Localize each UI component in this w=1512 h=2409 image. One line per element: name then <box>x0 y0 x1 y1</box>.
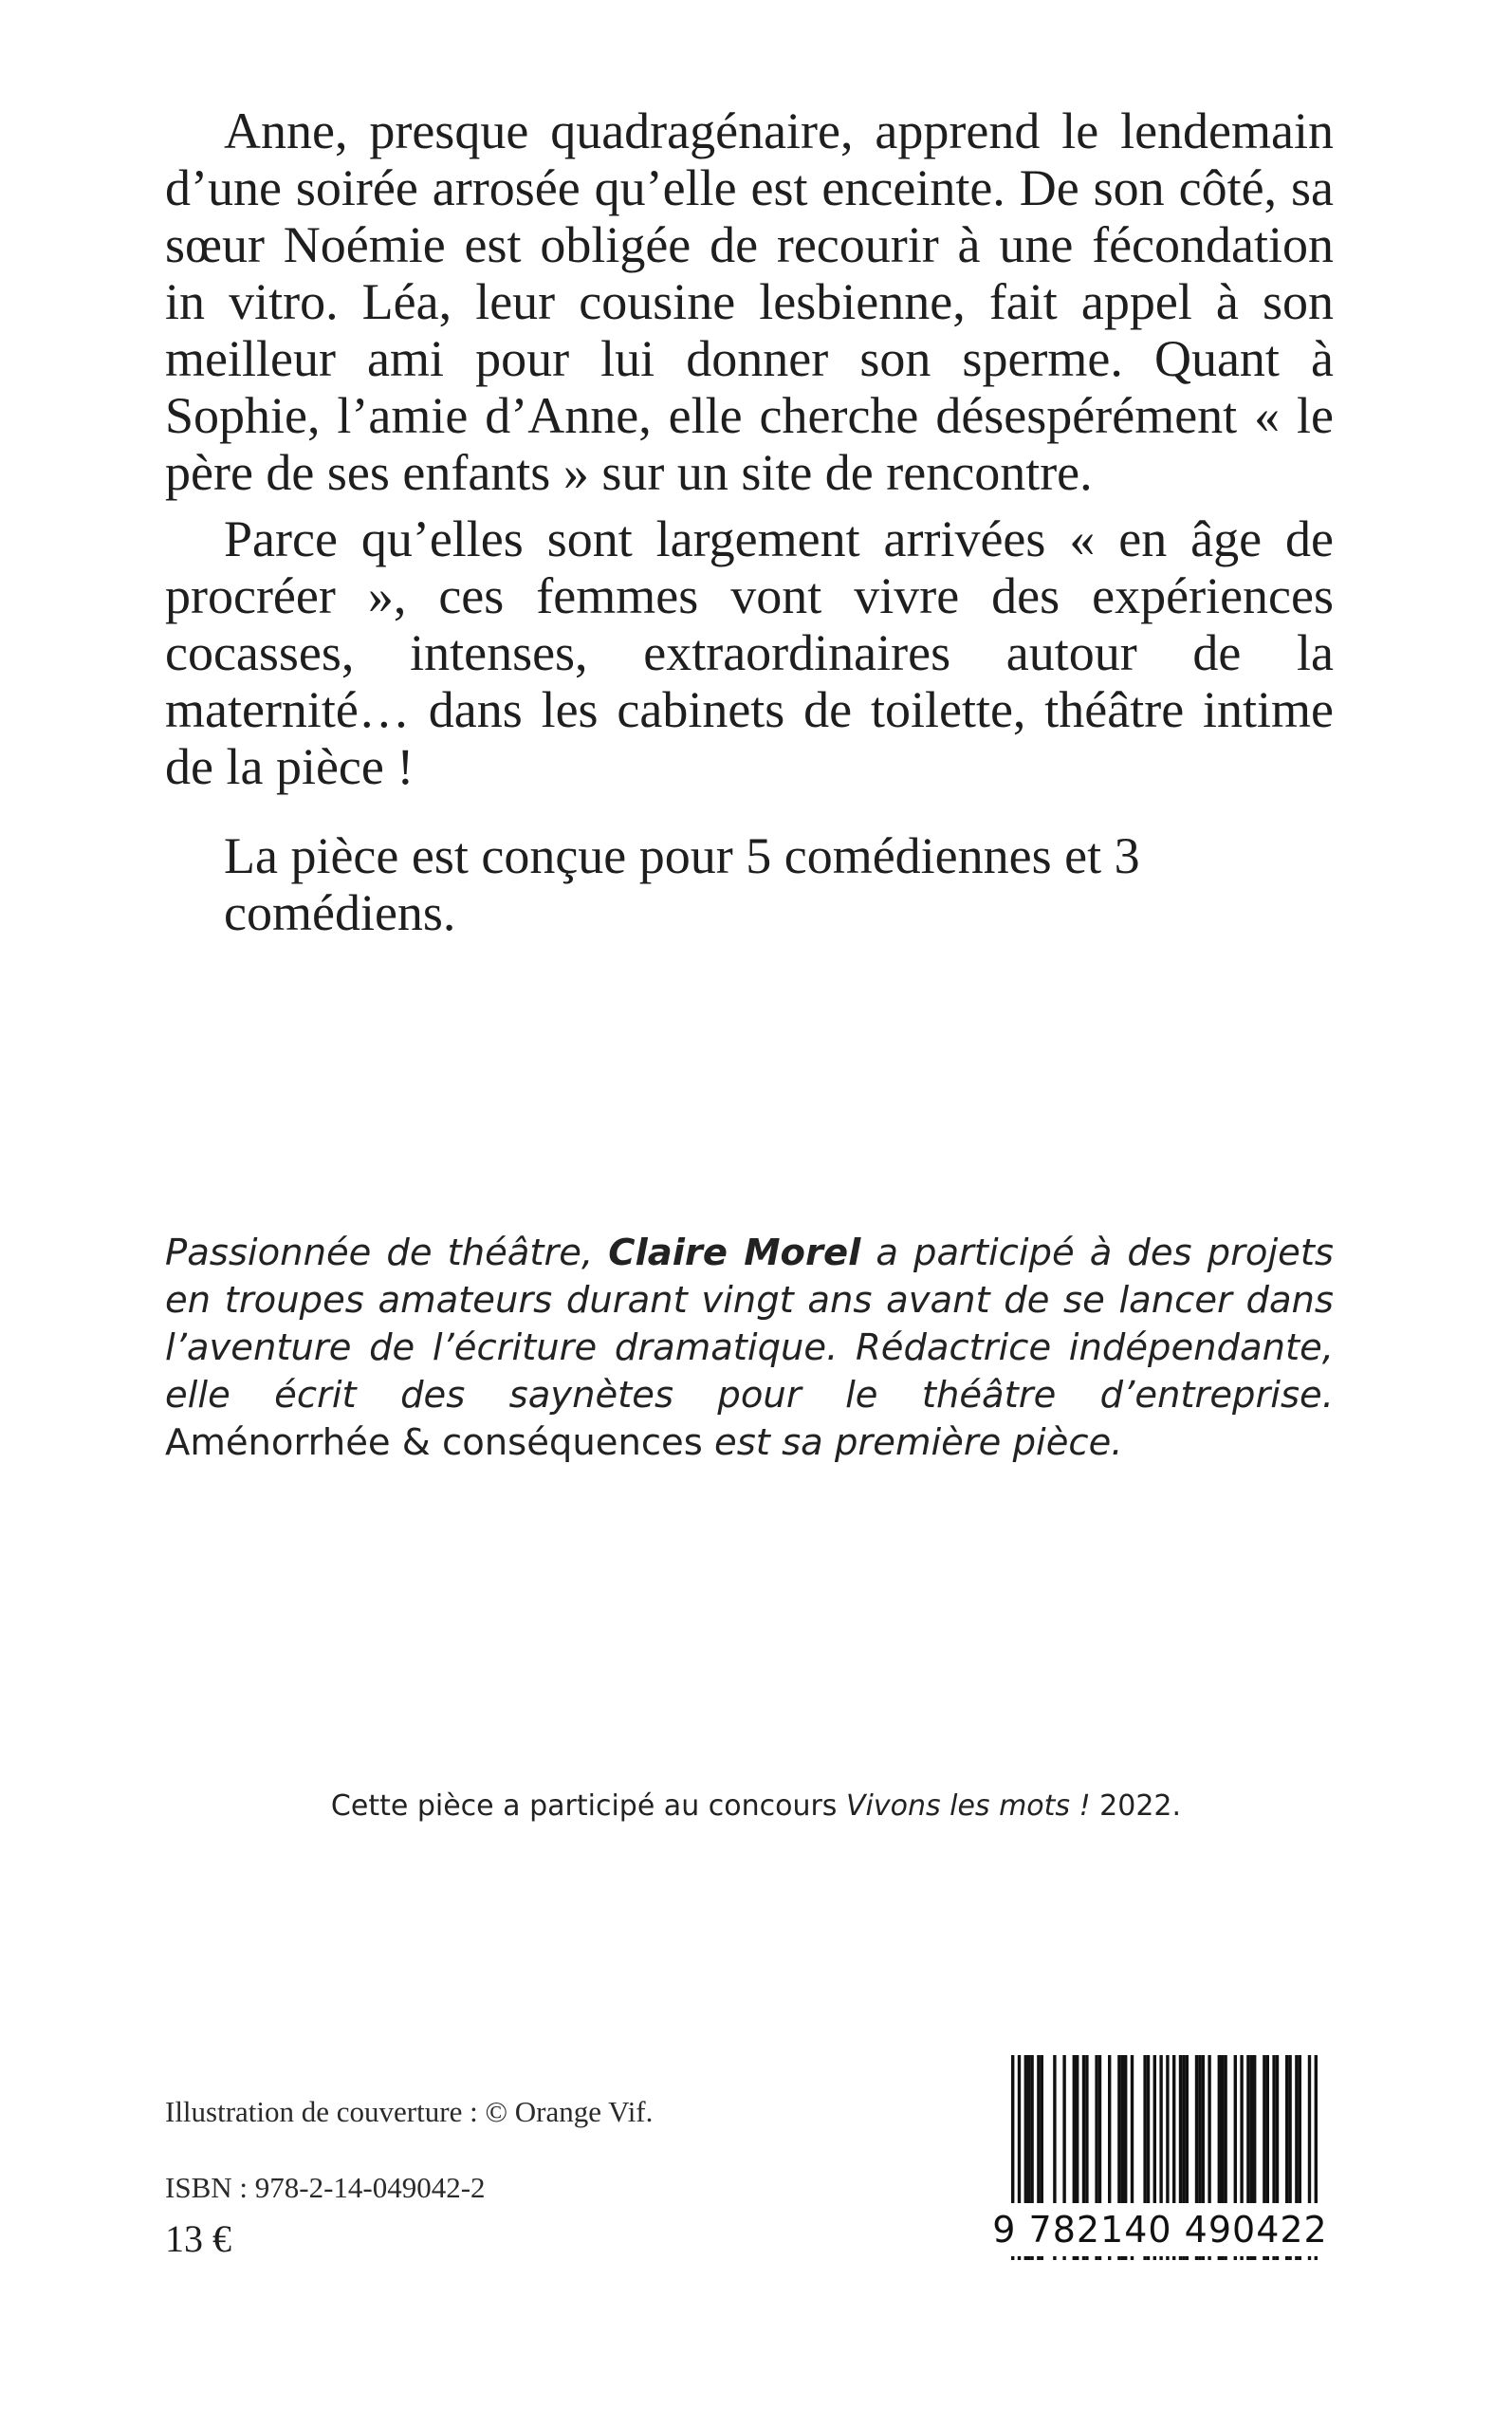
isbn: ISBN : 978-2-14-049042-2 <box>165 2171 486 2204</box>
contest-before: Cette pièce a participé au concours <box>330 1789 838 1823</box>
synopsis-paragraph-2: Parce qu’elles sont largement arrivées « en âge de procréer », ces femmes vont vivre des expériences cocasses, intenses, extraordinaires autour de la maternité… dans les cabinets de toilette, théâtre intime de la pièce ! <box>165 510 1334 795</box>
casting-note: La pièce est conçue pour 5 comédiennes et 3 comédiens. <box>224 827 1140 941</box>
synopsis <box>165 102 1334 795</box>
price: 13 € <box>165 2217 231 2260</box>
bio-tail: est sa première pièce. <box>714 1421 1123 1464</box>
contest-name: Vivons les mots ! <box>845 1789 1091 1823</box>
illustration-credit: Illustration de couverture : © Orange Vif. <box>165 2095 654 2128</box>
author-bio <box>165 1230 1334 1467</box>
author-name: Claire Morel <box>608 1232 861 1274</box>
play-title: Aménorrhée & conséquences <box>165 1421 703 1464</box>
contest-note <box>0 1789 1512 1823</box>
isbn-barcode <box>992 2051 1328 2262</box>
synopsis-paragraph-1: Anne, presque quadragénaire, apprend le lendemain d’une soirée arrosée qu’elle est enceinte. De son côté, sa sœur Noémie est obligée de recourir à une fécondation in vitro. Léa, leur cousine lesbienne, fait appel à son meilleur ami pour lui donner son sperme. Quant à Sophie, l’amie d’Anne, elle cherche désespérément « le père de ses enfants » sur un site de rencontre. <box>165 102 1334 501</box>
contest-year: 2022. <box>1099 1789 1182 1823</box>
barcode-digits: 9 782140 490422 <box>992 2203 1328 2256</box>
bio-middle: a participé à des projets en troupes amateurs durant vingt ans avant de se lancer dans l’aventure de l’écriture dramatique. Rédactrice indépendante, elle écrit des saynètes pour le théâtre d’entreprise. <box>165 1232 1334 1417</box>
bio-lead: Passionnée de théâtre, <box>165 1232 594 1274</box>
